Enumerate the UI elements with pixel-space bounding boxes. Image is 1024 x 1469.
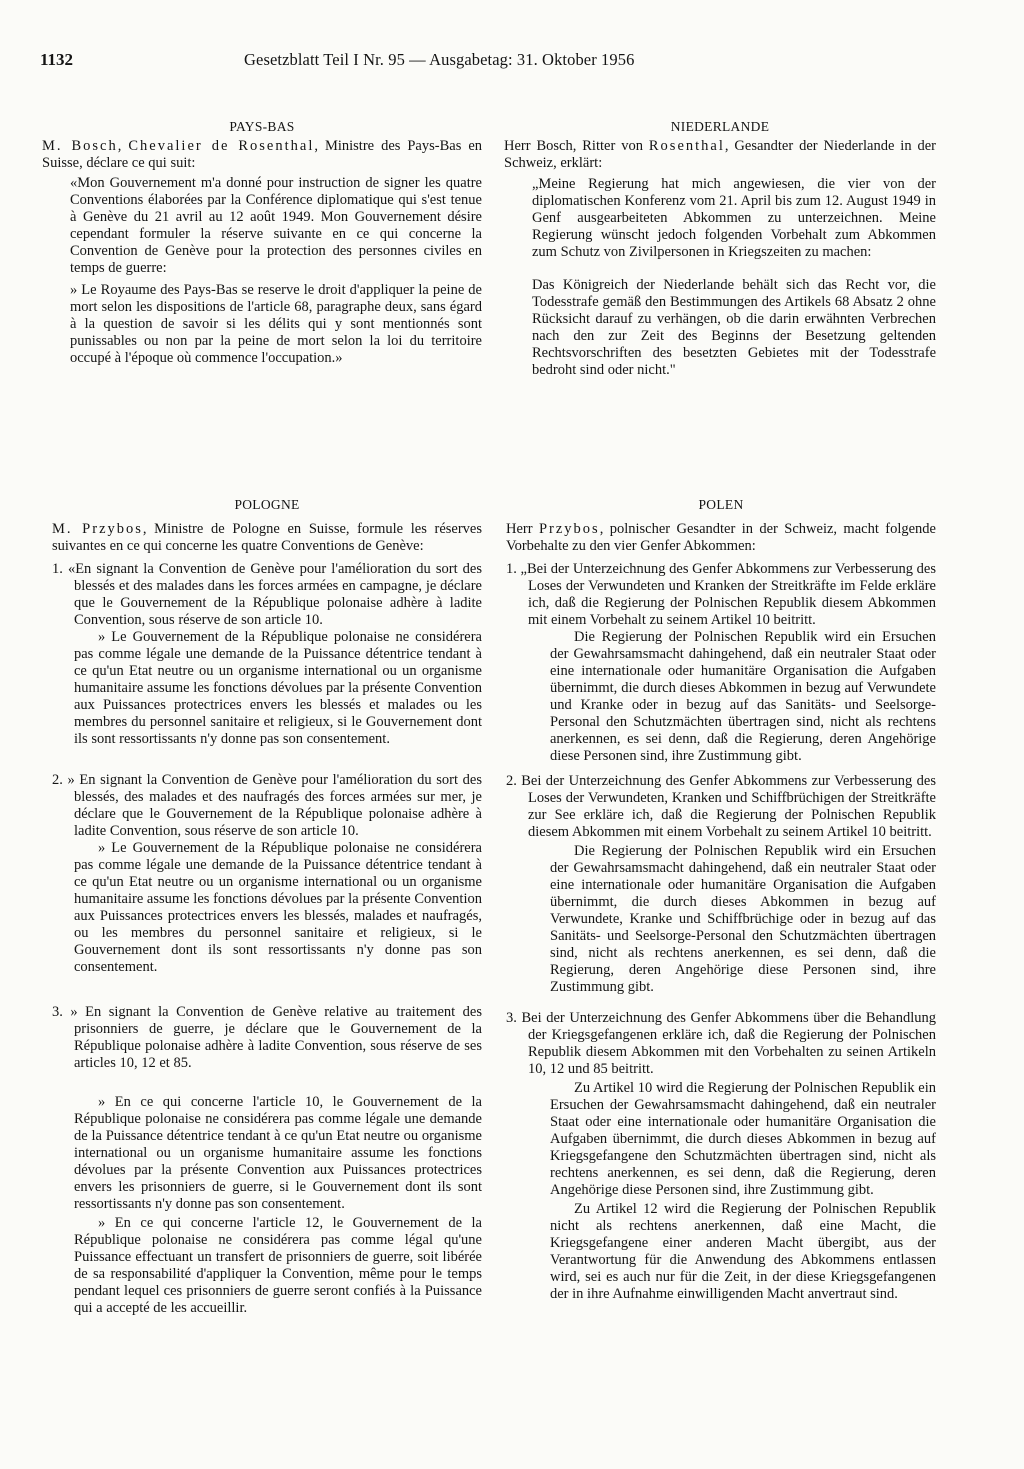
reservation-item-3-article-10: » En ce qui concerne l'article 10, le Gouvernement de la République polonaise ne considérera pas comme légale une demande de la Puissance détentrice tendant à ce qu'un Etat neutre ou organisme international ou un organisme humanitaire assume les fonctions dévolues par la présente Convention aux Puissances protectrices envers les prisonniers de guerre, si le Gouvernement dont ils sont ressortissants n'y donne pas son consentement. bbox=[74, 1094, 482, 1212]
section-heading: NIEDERLANDE bbox=[670, 119, 770, 134]
reservation-item-1: 1. „Bei der Unterzeichnung des Genfer Abkommens zur Verbesserung des Loses der Verwundeten und Kranken der Streitkräfte im Felde erkläre ich, daß die Regierung der Polnischen Republik diesem Abkommen mit einem Vorbehalt zu seinem Artikel 10 beitritt. bbox=[506, 561, 936, 628]
reservation-item-2-detail: » Le Gouvernement de la République polonaise ne considérera pas comme légale une demande de la Puissance détentrice tendant à ce qu'un Etat neutre ou un organisme international ou un organisme humanitaire assume les fonctions dévolues par la présente Convention aux Puissances protectrices envers les blessés, malades et naufragés, ou les membres du personnel sanitaire et religieux, si le Gouvernement dont ils sont ressortissants n'y donne pas son consentement. bbox=[74, 840, 482, 975]
gazette-title: Gesetzblatt Teil I Nr. 95 — Ausgabetag: 31. Oktober 1956 bbox=[244, 50, 635, 69]
reservation-item-3: 3. » En signant la Convention de Genève relative au traitement des prisonniers de guerre, je déclare que le Gouvernement de la République polonaise adhère à ladite Convention, sous réserve de ses articles 10, 12 et 85. bbox=[52, 1004, 482, 1071]
intro-paragraph: Herr Bosch, Ritter von Rosenthal, Gesandter der Niederlande in der Schweiz, erklärt: bbox=[504, 138, 937, 171]
section-heading: PAYS-BAS bbox=[229, 119, 295, 134]
intro-paragraph: M. Bosch, Chevalier de Rosenthal, Ministre des Pays-Bas en Suisse, déclare ce qui suit: bbox=[42, 138, 483, 171]
intro-paragraph: Herr Przybos, polnischer Gesandter in der Schweiz, macht folgende Vorbehalte zu den vier Genfer Abkommen: bbox=[506, 521, 936, 554]
section-heading: POLOGNE bbox=[234, 497, 300, 512]
reservation-item-3-article-12: » En ce qui concerne l'article 12, le Gouvernement de la République polonaise ne considérera pas comme légal qu'une Puissance effectuant un transfert de prisonniers de guerre, soit libérée de sa responsabilité d'appliquer la Convention, même pour le temps pendant lequel ces prisonniers de guerre seront confiés à la Puissance qui a accepté de les accueillir. bbox=[74, 1215, 482, 1316]
page-header bbox=[40, 50, 990, 76]
section-de-poland bbox=[506, 496, 936, 1303]
reservation-item-3-article-12: Zu Artikel 12 wird die Regierung der Polnischen Republik nicht als rechtens anerkennen, daß eine Macht, die Kriegsgefangene einer anderen Macht übergibt, aus der Verantwortung für die Anwendung des Abkommens entlassen wird, sei es auch nur für die Zeit, in der diese Kriegsgefangenen der in ihre Aufnahme einwilligenden Macht anvertraut sind. bbox=[550, 1201, 936, 1302]
reservation-item-1-detail: » Le Gouvernement de la République polonaise ne considérera pas comme légale une demande de la Puissance détentrice tendant à ce qu'un Etat neutre ou un organisme international ou un organisme humanitaire assume les fonctions dévolues par la présente Convention aux Puissances protectrices envers les blessés et malades ou les membres du personnel sanitaire et religieux, si le Gouvernement dont ils sont ressortissants n'y donne pas son consentement. bbox=[74, 629, 482, 747]
reservation-item-1-detail: Die Regierung der Polnischen Republik wird ein Ersuchen der Gewahrsamsmacht dahingehend, daß ein neutraler Staat oder eine internationale oder humanitäre Organisation die Aufgaben übernimmt, die durch dieses Abkommen in bezug auf Verwundete und Kranke oder in bezug auf das Sanitäts- und Seelsorge-Personal den Schutzmächten übertragen sind, nicht als rechtens anerkennen, es sei denn, daß die Regierung, deren Angehörige diese Personen sind, ihre Zustimmung gibt. bbox=[550, 629, 936, 764]
reservation-item-1: 1. «En signant la Convention de Genève pour l'amélioration du sort des blessés et des malades dans les forces armées en campagne, je déclare que le Gouvernement de la République polonaise adhère à ladite Convention, sous réserve de son article 10. bbox=[52, 561, 482, 628]
reservation-item-3: 3. Bei der Unterzeichnung des Genfer Abkommens über die Behandlung der Kriegsgefangenen erkläre ich, daß die Regierung der Polnischen Republik diesem Abkommen mit den Vorbehalten zu seinen Artikeln 10, 12 und 85 beitritt. bbox=[506, 1010, 936, 1077]
reservation-item-3-article-10: Zu Artikel 10 wird die Regierung der Polnischen Republik ein Ersuchen der Gewahrsamsmacht dahingehend, daß ein neutraler Staat oder eine internationale oder humanitäre Organisation die Aufgaben übernimmt, die durch dieses Abkommen in bezug auf Kriegsgefangene den Schutzmächten übertragen sind, nicht als rechtens anerkennen, es sei denn, daß die Regierung, deren Angehörige diese Personen sind, ihre Zustimmung gibt. bbox=[550, 1080, 936, 1198]
reservation-paragraph: » Le Royaume des Pays-Bas se reserve le droit d'appliquer la peine de mort selon les dispositions de l'article 68, paragraphe deux, sans égard à la question de savoir si les délits qui y sont mentionnés sont punissables ou non par la peine de mort selon la loi du territoire occupé à l'époque où commence l'occupation.» bbox=[70, 282, 482, 366]
intro-paragraph: M. Przybos, Ministre de Pologne en Suisse, formule les réserves suivantes en ce qui concerne les quatre Conventions de Genève: bbox=[52, 521, 483, 554]
declaration-paragraph: „Meine Regierung hat mich angewiesen, die vier von der diplomatischen Konferenz vom 21. April bis zum 12. August 1949 in Genf ausgearbeiteten Abkommen zu unterzeichnen. Meine Regierung wünscht jedoch folgenden Vorbehalt zum Abkommen zum Schutz von Zivilpersonen in Kriegszeiten zu machen: bbox=[532, 176, 936, 260]
page-number: 1132 bbox=[40, 50, 74, 69]
section-de-netherlands bbox=[504, 118, 936, 379]
reservation-item-2: 2. » En signant la Convention de Genève pour l'amélioration du sort des blessés, des malades et des naufragés des forces armées sur mer, je déclare que le Gouvernement de la République polonaise adhère à ladite Convention, sous réserve de son article 10. bbox=[52, 772, 482, 839]
reservation-paragraph: Das Königreich der Niederlande behält sich das Recht vor, die Todesstrafe gemäß den Bestimmungen des Artikels 68 Absatz 2 ohne Rücksicht darauf zu verhängen, ob die darin erwähnten Verbrechen nach den zur Zeit des Beginns der Besetzung geltenden Rechtsvorschriften des besetzten Gebietes mit der Todesstrafe bedroht sind oder nicht." bbox=[532, 277, 936, 378]
declaration-paragraph: «Mon Gouvernement m'a donné pour instruction de signer les quatre Conventions élaborées par la Conférence diplomatique qui s'est tenue à Genève du 21 avril au 12 août 1949. Mon Gouvernement désire cependant formuler la réserve suivante en ce qui concerne la Convention de Genève pour la protection des personnes civiles en temps de guerre: bbox=[70, 175, 482, 276]
section-fr-netherlands bbox=[42, 118, 482, 367]
reservation-item-2: 2. Bei der Unterzeichnung des Genfer Abkommens zur Verbesserung des Loses der Verwundeten, Kranken und Schiffbrüchigen der Streitkräfte zur See erkläre ich, daß die Regierung der Polnischen Republik diesem Abkommen mit einem Vorbehalt zu seinem Artikel 10 beitritt. bbox=[506, 773, 936, 840]
reservation-item-2-detail: Die Regierung der Polnischen Republik wird ein Ersuchen der Gewahrsamsmacht dahingehend, daß ein neutraler Staat oder eine internationale oder humanitäre Organisation die Aufgaben übernimmt, die durch dieses Abkommen in bezug auf Verwundete, Kranke und Schiffbrüchige oder in bezug auf das Sanitäts- und Seelsorge-Personal den Schutzmächten übertragen sind, nicht als rechtens anerkennen, es sei denn, daß die Regierung, deren Angehörige diese Personen sind, ihre Zustimmung gibt. bbox=[550, 843, 936, 995]
section-heading: POLEN bbox=[698, 497, 744, 512]
section-fr-poland bbox=[52, 496, 482, 1317]
